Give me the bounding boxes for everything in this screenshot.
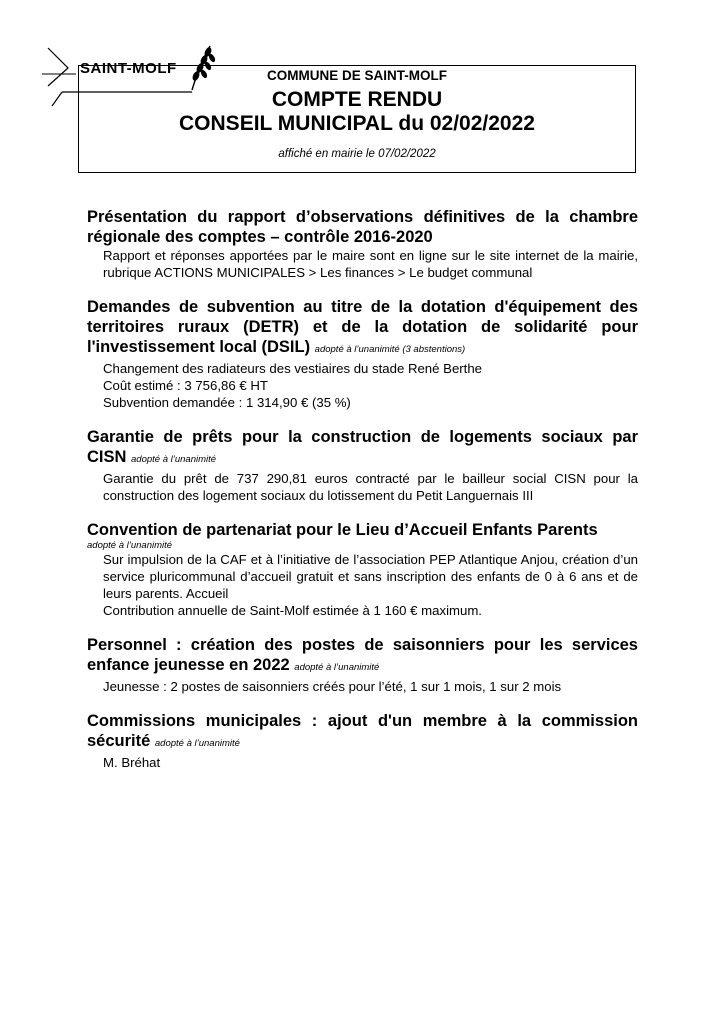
- agenda-item-body: [87, 247, 638, 281]
- item-line: Changement des radiateurs des vestiaires du stade René Berthe: [103, 361, 482, 376]
- vote-result: adopté à l’unanimité: [131, 454, 217, 465]
- agenda-item-title: [87, 520, 638, 540]
- vote-result: adopté à l’unanimité: [87, 540, 173, 551]
- header-box: [78, 65, 636, 173]
- agenda-item: [87, 297, 638, 411]
- item-title-text: Demandes de subvention au titre de la dotation d'équipement des territoires ruraux (DETR) et de la dotation de solidarité pour l'investissement local (DSIL): [87, 298, 638, 356]
- minutes-content: [87, 207, 638, 787]
- item-line: Garantie du prêt de 737 290,81 euros contracté par le bailleur social CISN pour la construction des logement sociaux du lotissement du Petit Languernais III: [103, 471, 638, 503]
- item-title-text: Garantie de prêts pour la construction de logements sociaux par CISN: [87, 428, 638, 466]
- agenda-item: [87, 207, 638, 281]
- logo-text: SAINT-MOLF: [80, 60, 177, 77]
- item-title-text: Personnel : création des postes de saisonniers pour les services enfance jeunesse en 2022: [87, 636, 638, 674]
- agenda-item-title: [87, 297, 638, 360]
- agenda-item-title: [87, 207, 638, 247]
- agenda-item-body: [87, 360, 638, 411]
- agenda-item-body: [87, 470, 638, 504]
- vote-result: adopté à l’unanimité: [294, 662, 380, 673]
- agenda-item-body: [87, 551, 638, 619]
- item-title-text: Présentation du rapport d’observations définitives de la chambre régionale des comptes – contrôle 2016-2020: [87, 208, 638, 246]
- agenda-item: [87, 711, 638, 771]
- agenda-item-title: [87, 711, 638, 754]
- item-line: M. Bréhat: [103, 755, 161, 770]
- item-title-text: Commissions municipales : ajout d'un membre à la commission sécurité: [87, 712, 638, 750]
- vote-result: adopté à l’unanimité (3 abstentions): [314, 344, 466, 355]
- agenda-item-title: [87, 427, 638, 470]
- commune-name: COMMUNE DE SAINT-MOLF: [267, 68, 447, 83]
- posted-date: affiché en mairie le 07/02/2022: [278, 148, 436, 160]
- item-line: Contribution annuelle de Saint-Molf estimée à 1 160 € maximum.: [103, 603, 482, 618]
- item-line: Rapport et réponses apportées par le maire sont en ligne sur le site internet de la mairie, rubrique ACTIONS MUNICIPALES > Les finances > Le budget communal: [103, 248, 638, 280]
- agenda-item: [87, 520, 638, 619]
- agenda-item: [87, 427, 638, 504]
- agenda-item-body: [87, 754, 638, 771]
- item-line: Subvention demandée : 1 314,90 € (35 %): [103, 395, 351, 410]
- vote-result: adopté à l’unanimité: [154, 738, 240, 749]
- item-line: Jeunesse : 2 postes de saisonniers créés pour l’été, 1 sur 1 mois, 1 sur 2 mois: [103, 679, 562, 694]
- agenda-item-title: [87, 635, 638, 678]
- item-title-text: Convention de partenariat pour le Lieu d’Accueil Enfants Parents: [87, 521, 598, 539]
- agenda-item: [87, 635, 638, 695]
- page-title: COMPTE RENDU: [271, 88, 443, 111]
- page-subtitle: CONSEIL MUNICIPAL du 02/02/2022: [179, 112, 535, 135]
- item-line: Sur impulsion de la CAF et à l’initiative de l’association PEP Atlantique Anjou, création d’un service pluricommunal d’accueil gratuit et sans inscription des enfants de 0 à 6 ans et de leurs parents. Accueil: [103, 552, 638, 601]
- item-line: Coût estimé : 3 756,86 € HT: [103, 378, 268, 393]
- agenda-item-body: [87, 678, 638, 695]
